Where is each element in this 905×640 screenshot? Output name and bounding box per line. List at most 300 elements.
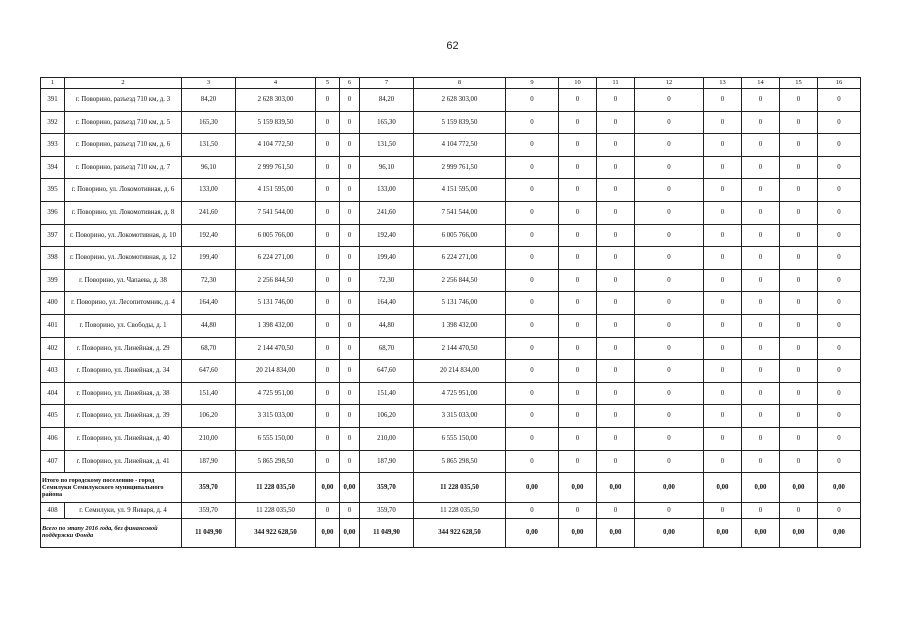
value-cell: 0 — [635, 134, 704, 157]
value-cell: 0 — [597, 382, 635, 405]
value-cell: 0 — [780, 405, 818, 428]
value-cell: 2 999 761,50 — [414, 156, 506, 179]
value-cell: 0 — [597, 111, 635, 134]
total-value: 0,00 — [340, 519, 360, 548]
value-cell: 131,50 — [360, 134, 414, 157]
value-cell: 0 — [742, 405, 780, 428]
value-cell: 0 — [818, 156, 861, 179]
row-number: 402 — [41, 337, 65, 360]
value-cell: 647,60 — [360, 360, 414, 383]
total-value: 0,00 — [597, 519, 635, 548]
subtotal-value: 0,00 — [818, 473, 861, 503]
value-cell: 0 — [818, 247, 861, 270]
value-cell: 0 — [316, 111, 340, 134]
value-cell: 192,40 — [360, 224, 414, 247]
value-cell: 0 — [316, 450, 340, 473]
value-cell: 647,60 — [182, 360, 236, 383]
subtotal-value: 11 228 035,50 — [414, 473, 506, 503]
subtotal-value: 0,00 — [597, 473, 635, 503]
column-number: 11 — [597, 78, 635, 89]
value-cell: 0 — [340, 337, 360, 360]
value-cell: 199,40 — [182, 247, 236, 270]
subtotal-value: 0,00 — [780, 473, 818, 503]
address-cell: г. Поворино, разъезд 710 км, д. 7 — [65, 156, 182, 179]
total-row — [41, 519, 861, 548]
table-row — [41, 224, 861, 247]
value-cell: 106,20 — [360, 405, 414, 428]
value-cell: 0 — [704, 382, 742, 405]
value-cell: 11 228 035,50 — [236, 503, 316, 519]
value-cell: 0 — [818, 201, 861, 224]
column-number: 12 — [635, 78, 704, 89]
value-cell: 0 — [635, 156, 704, 179]
address-cell: г. Поворино, ул. Чапаева, д. 38 — [65, 269, 182, 292]
subtotal-value: 0,00 — [506, 473, 559, 503]
subtotal-label: Итого по городскому поселению - город Семилуки Семилукского муниципального района — [41, 473, 182, 503]
value-cell: 0 — [340, 450, 360, 473]
table-row — [41, 111, 861, 134]
value-cell: 2 256 844,50 — [414, 269, 506, 292]
value-cell: 0 — [780, 382, 818, 405]
value-cell: 359,70 — [360, 503, 414, 519]
value-cell: 0 — [818, 179, 861, 202]
address-cell: г. Поворино, ул. Линейная, д. 41 — [65, 450, 182, 473]
value-cell: 0 — [818, 224, 861, 247]
value-cell: 0 — [506, 405, 559, 428]
row-number: 395 — [41, 179, 65, 202]
table-row — [41, 337, 861, 360]
value-cell: 0 — [742, 224, 780, 247]
value-cell: 0 — [559, 360, 597, 383]
total-label: Всего по этапу 2016 года, без финансовой поддержки Фонда — [41, 519, 182, 548]
column-number: 1 — [41, 78, 65, 89]
row-number: 406 — [41, 427, 65, 450]
total-value: 0,00 — [559, 519, 597, 548]
value-cell: 44,80 — [182, 314, 236, 337]
value-cell: 0 — [559, 314, 597, 337]
value-cell: 0 — [780, 427, 818, 450]
value-cell: 165,30 — [182, 111, 236, 134]
value-cell: 0 — [704, 134, 742, 157]
value-cell: 96,10 — [360, 156, 414, 179]
value-cell: 0 — [635, 269, 704, 292]
table-row — [41, 201, 861, 224]
value-cell: 0 — [635, 405, 704, 428]
address-cell: г. Поворино, ул. Линейная, д. 38 — [65, 382, 182, 405]
value-cell: 0 — [559, 224, 597, 247]
value-cell: 0 — [340, 224, 360, 247]
address-cell: г. Поворино, ул. Локомотивная, д. 6 — [65, 179, 182, 202]
value-cell: 0 — [597, 503, 635, 519]
value-cell: 0 — [780, 179, 818, 202]
value-cell: 0 — [780, 337, 818, 360]
value-cell: 0 — [635, 382, 704, 405]
value-cell: 0 — [780, 314, 818, 337]
address-cell: г. Поворино, ул. Локомотивная, д. 10 — [65, 224, 182, 247]
value-cell: 4 104 772,50 — [236, 134, 316, 157]
value-cell: 0 — [316, 314, 340, 337]
value-cell: 131,50 — [182, 134, 236, 157]
value-cell: 0 — [742, 201, 780, 224]
value-cell: 0 — [340, 179, 360, 202]
value-cell: 0 — [316, 503, 340, 519]
table-row — [41, 382, 861, 405]
value-cell: 0 — [559, 111, 597, 134]
row-number: 399 — [41, 269, 65, 292]
value-cell: 0 — [506, 427, 559, 450]
row-number: 403 — [41, 360, 65, 383]
value-cell: 4 104 772,50 — [414, 134, 506, 157]
value-cell: 0 — [818, 427, 861, 450]
value-cell: 0 — [506, 503, 559, 519]
value-cell: 164,40 — [360, 292, 414, 315]
total-value: 0,00 — [316, 519, 340, 548]
value-cell: 6 224 271,00 — [236, 247, 316, 270]
value-cell: 72,30 — [360, 269, 414, 292]
table-row — [41, 247, 861, 270]
value-cell: 0 — [742, 360, 780, 383]
value-cell: 0 — [818, 111, 861, 134]
subtotal-value: 0,00 — [559, 473, 597, 503]
value-cell: 0 — [316, 156, 340, 179]
value-cell: 7 541 544,00 — [236, 201, 316, 224]
address-cell: г. Поворино, ул. Локомотивная, д. 12 — [65, 247, 182, 270]
value-cell: 0 — [635, 201, 704, 224]
table-row — [41, 405, 861, 428]
value-cell: 0 — [559, 382, 597, 405]
value-cell: 0 — [818, 292, 861, 315]
column-number: 6 — [340, 78, 360, 89]
value-cell: 0 — [316, 134, 340, 157]
address-cell: г. Семилуки, ул. 9 Января, д. 4 — [65, 503, 182, 519]
table-row — [41, 427, 861, 450]
column-number: 7 — [360, 78, 414, 89]
subtotal-value: 0,00 — [635, 473, 704, 503]
value-cell: 0 — [597, 134, 635, 157]
value-cell: 0 — [704, 503, 742, 519]
value-cell: 0 — [506, 179, 559, 202]
value-cell: 0 — [635, 179, 704, 202]
value-cell: 0 — [597, 224, 635, 247]
column-number-row — [41, 78, 861, 89]
value-cell: 0 — [316, 247, 340, 270]
value-cell: 0 — [704, 224, 742, 247]
value-cell: 0 — [635, 89, 704, 112]
address-cell: г. Поворино, ул. Лесопитомник, д. 4 — [65, 292, 182, 315]
subtotal-value: 0,00 — [704, 473, 742, 503]
value-cell: 0 — [742, 156, 780, 179]
value-cell: 0 — [506, 156, 559, 179]
value-cell: 2 628 303,00 — [236, 89, 316, 112]
value-cell: 0 — [818, 450, 861, 473]
value-cell: 0 — [506, 360, 559, 383]
value-cell: 0 — [704, 269, 742, 292]
value-cell: 0 — [704, 179, 742, 202]
column-number: 10 — [559, 78, 597, 89]
value-cell: 4 151 595,00 — [236, 179, 316, 202]
value-cell: 0 — [316, 292, 340, 315]
row-number: 405 — [41, 405, 65, 428]
value-cell: 0 — [742, 111, 780, 134]
value-cell: 0 — [780, 134, 818, 157]
value-cell: 0 — [780, 269, 818, 292]
subtotal-value: 359,70 — [182, 473, 236, 503]
table-row — [41, 89, 861, 112]
table-row — [41, 179, 861, 202]
row-number: 392 — [41, 111, 65, 134]
value-cell: 0 — [704, 405, 742, 428]
value-cell: 0 — [559, 134, 597, 157]
column-number: 3 — [182, 78, 236, 89]
column-number: 2 — [65, 78, 182, 89]
value-cell: 0 — [316, 269, 340, 292]
value-cell: 1 398 432,00 — [414, 314, 506, 337]
table-row — [41, 292, 861, 315]
value-cell: 0 — [597, 405, 635, 428]
housing-table — [40, 77, 861, 548]
value-cell: 6 555 150,00 — [414, 427, 506, 450]
value-cell: 0 — [559, 89, 597, 112]
value-cell: 0 — [597, 292, 635, 315]
value-cell: 0 — [780, 111, 818, 134]
row-number: 401 — [41, 314, 65, 337]
value-cell: 0 — [559, 179, 597, 202]
total-value: 344 922 628,50 — [236, 519, 316, 548]
value-cell: 0 — [506, 337, 559, 360]
value-cell: 0 — [704, 314, 742, 337]
value-cell: 7 541 544,00 — [414, 201, 506, 224]
value-cell: 359,70 — [182, 503, 236, 519]
value-cell: 0 — [635, 450, 704, 473]
value-cell: 0 — [340, 405, 360, 428]
value-cell: 0 — [559, 503, 597, 519]
value-cell: 0 — [316, 382, 340, 405]
value-cell: 0 — [635, 292, 704, 315]
value-cell: 151,40 — [360, 382, 414, 405]
address-cell: г. Поворино, ул. Локомотивная, д. 8 — [65, 201, 182, 224]
value-cell: 0 — [559, 269, 597, 292]
value-cell: 0 — [597, 156, 635, 179]
address-cell: г. Поворино, ул. Свободы, д. 1 — [65, 314, 182, 337]
value-cell: 0 — [635, 337, 704, 360]
value-cell: 0 — [316, 201, 340, 224]
value-cell: 0 — [340, 314, 360, 337]
row-number: 408 — [41, 503, 65, 519]
value-cell: 0 — [340, 156, 360, 179]
value-cell: 2 256 844,50 — [236, 269, 316, 292]
value-cell: 5 131 746,00 — [236, 292, 316, 315]
total-value: 11 049,90 — [182, 519, 236, 548]
value-cell: 5 131 746,00 — [414, 292, 506, 315]
value-cell: 0 — [704, 360, 742, 383]
value-cell: 0 — [559, 427, 597, 450]
value-cell: 0 — [635, 111, 704, 134]
value-cell: 241,60 — [182, 201, 236, 224]
value-cell: 6 005 766,00 — [236, 224, 316, 247]
subtotal-value: 0,00 — [316, 473, 340, 503]
value-cell: 5 865 298,50 — [236, 450, 316, 473]
column-number: 4 — [236, 78, 316, 89]
value-cell: 0 — [704, 247, 742, 270]
value-cell: 0 — [597, 247, 635, 270]
value-cell: 0 — [780, 201, 818, 224]
value-cell: 4 725 951,00 — [236, 382, 316, 405]
value-cell: 0 — [818, 405, 861, 428]
value-cell: 0 — [340, 111, 360, 134]
value-cell: 0 — [340, 134, 360, 157]
value-cell: 0 — [597, 450, 635, 473]
value-cell: 0 — [597, 337, 635, 360]
address-cell: г. Поворино, ул. Линейная, д. 29 — [65, 337, 182, 360]
value-cell: 0 — [742, 89, 780, 112]
value-cell: 0 — [597, 360, 635, 383]
value-cell: 6 224 271,00 — [414, 247, 506, 270]
value-cell: 0 — [704, 337, 742, 360]
value-cell: 0 — [559, 405, 597, 428]
value-cell: 0 — [818, 314, 861, 337]
value-cell: 0 — [506, 224, 559, 247]
value-cell: 84,20 — [182, 89, 236, 112]
column-number: 15 — [780, 78, 818, 89]
value-cell: 5 865 298,50 — [414, 450, 506, 473]
address-cell: г. Поворино, разъезд 710 км, д. 6 — [65, 134, 182, 157]
value-cell: 0 — [597, 201, 635, 224]
value-cell: 0 — [742, 269, 780, 292]
value-cell: 187,90 — [182, 450, 236, 473]
value-cell: 6 005 766,00 — [414, 224, 506, 247]
value-cell: 0 — [742, 247, 780, 270]
value-cell: 0 — [340, 292, 360, 315]
address-cell: г. Поворино, разъезд 710 км, д. 3 — [65, 89, 182, 112]
table-row — [41, 269, 861, 292]
value-cell: 0 — [340, 201, 360, 224]
value-cell: 6 555 150,00 — [236, 427, 316, 450]
total-value: 0,00 — [704, 519, 742, 548]
value-cell: 187,90 — [360, 450, 414, 473]
value-cell: 133,00 — [182, 179, 236, 202]
total-value: 0,00 — [506, 519, 559, 548]
row-number: 400 — [41, 292, 65, 315]
value-cell: 0 — [635, 247, 704, 270]
value-cell: 0 — [559, 450, 597, 473]
value-cell: 3 315 033,00 — [236, 405, 316, 428]
value-cell: 0 — [316, 337, 340, 360]
total-value: 0,00 — [635, 519, 704, 548]
total-value: 0,00 — [742, 519, 780, 548]
value-cell: 0 — [316, 360, 340, 383]
subtotal-value: 0,00 — [340, 473, 360, 503]
value-cell: 5 159 839,50 — [236, 111, 316, 134]
value-cell: 0 — [340, 360, 360, 383]
total-value: 0,00 — [818, 519, 861, 548]
value-cell: 106,20 — [182, 405, 236, 428]
value-cell: 199,40 — [360, 247, 414, 270]
value-cell: 164,40 — [182, 292, 236, 315]
value-cell: 2 999 761,50 — [236, 156, 316, 179]
column-number: 13 — [704, 78, 742, 89]
column-number: 8 — [414, 78, 506, 89]
value-cell: 0 — [818, 134, 861, 157]
value-cell: 44,80 — [360, 314, 414, 337]
value-cell: 0 — [506, 292, 559, 315]
value-cell: 0 — [559, 156, 597, 179]
value-cell: 0 — [340, 269, 360, 292]
address-cell: г. Поворино, ул. Линейная, д. 40 — [65, 427, 182, 450]
value-cell: 0 — [704, 201, 742, 224]
value-cell: 2 144 470,50 — [414, 337, 506, 360]
value-cell: 0 — [635, 314, 704, 337]
value-cell: 0 — [635, 427, 704, 450]
subtotal-value: 359,70 — [360, 473, 414, 503]
address-cell: г. Поворино, разъезд 710 км, д. 5 — [65, 111, 182, 134]
value-cell: 1 398 432,00 — [236, 314, 316, 337]
value-cell: 20 214 834,00 — [236, 360, 316, 383]
value-cell: 0 — [635, 360, 704, 383]
total-value: 344 922 628,50 — [414, 519, 506, 548]
value-cell: 0 — [780, 247, 818, 270]
column-number: 5 — [316, 78, 340, 89]
value-cell: 0 — [316, 89, 340, 112]
row-number: 407 — [41, 450, 65, 473]
value-cell: 2 628 303,00 — [414, 89, 506, 112]
value-cell: 0 — [597, 269, 635, 292]
value-cell: 0 — [780, 503, 818, 519]
value-cell: 0 — [597, 89, 635, 112]
table-row — [41, 450, 861, 473]
value-cell: 241,60 — [360, 201, 414, 224]
value-cell: 151,40 — [182, 382, 236, 405]
value-cell: 0 — [742, 337, 780, 360]
value-cell: 0 — [635, 224, 704, 247]
table-row — [41, 134, 861, 157]
value-cell: 0 — [780, 450, 818, 473]
value-cell: 0 — [597, 427, 635, 450]
row-number: 404 — [41, 382, 65, 405]
value-cell: 0 — [340, 382, 360, 405]
value-cell: 11 228 035,50 — [414, 503, 506, 519]
column-number: 16 — [818, 78, 861, 89]
value-cell: 3 315 033,00 — [414, 405, 506, 428]
value-cell: 0 — [742, 292, 780, 315]
subtotal-value: 0,00 — [742, 473, 780, 503]
value-cell: 0 — [818, 89, 861, 112]
value-cell: 0 — [316, 224, 340, 247]
value-cell: 68,70 — [182, 337, 236, 360]
row-number: 393 — [41, 134, 65, 157]
table-row — [41, 503, 861, 519]
value-cell: 20 214 834,00 — [414, 360, 506, 383]
value-cell: 0 — [742, 503, 780, 519]
value-cell: 0 — [780, 360, 818, 383]
value-cell: 4 725 951,00 — [414, 382, 506, 405]
subtotal-row — [41, 473, 861, 503]
value-cell: 0 — [742, 134, 780, 157]
value-cell: 0 — [818, 503, 861, 519]
value-cell: 0 — [340, 427, 360, 450]
value-cell: 0 — [559, 337, 597, 360]
row-number: 398 — [41, 247, 65, 270]
column-number: 14 — [742, 78, 780, 89]
column-number: 9 — [506, 78, 559, 89]
row-number: 397 — [41, 224, 65, 247]
value-cell: 192,40 — [182, 224, 236, 247]
table-row — [41, 314, 861, 337]
value-cell: 0 — [340, 503, 360, 519]
value-cell: 0 — [506, 450, 559, 473]
value-cell: 0 — [597, 179, 635, 202]
value-cell: 96,10 — [182, 156, 236, 179]
value-cell: 0 — [742, 382, 780, 405]
